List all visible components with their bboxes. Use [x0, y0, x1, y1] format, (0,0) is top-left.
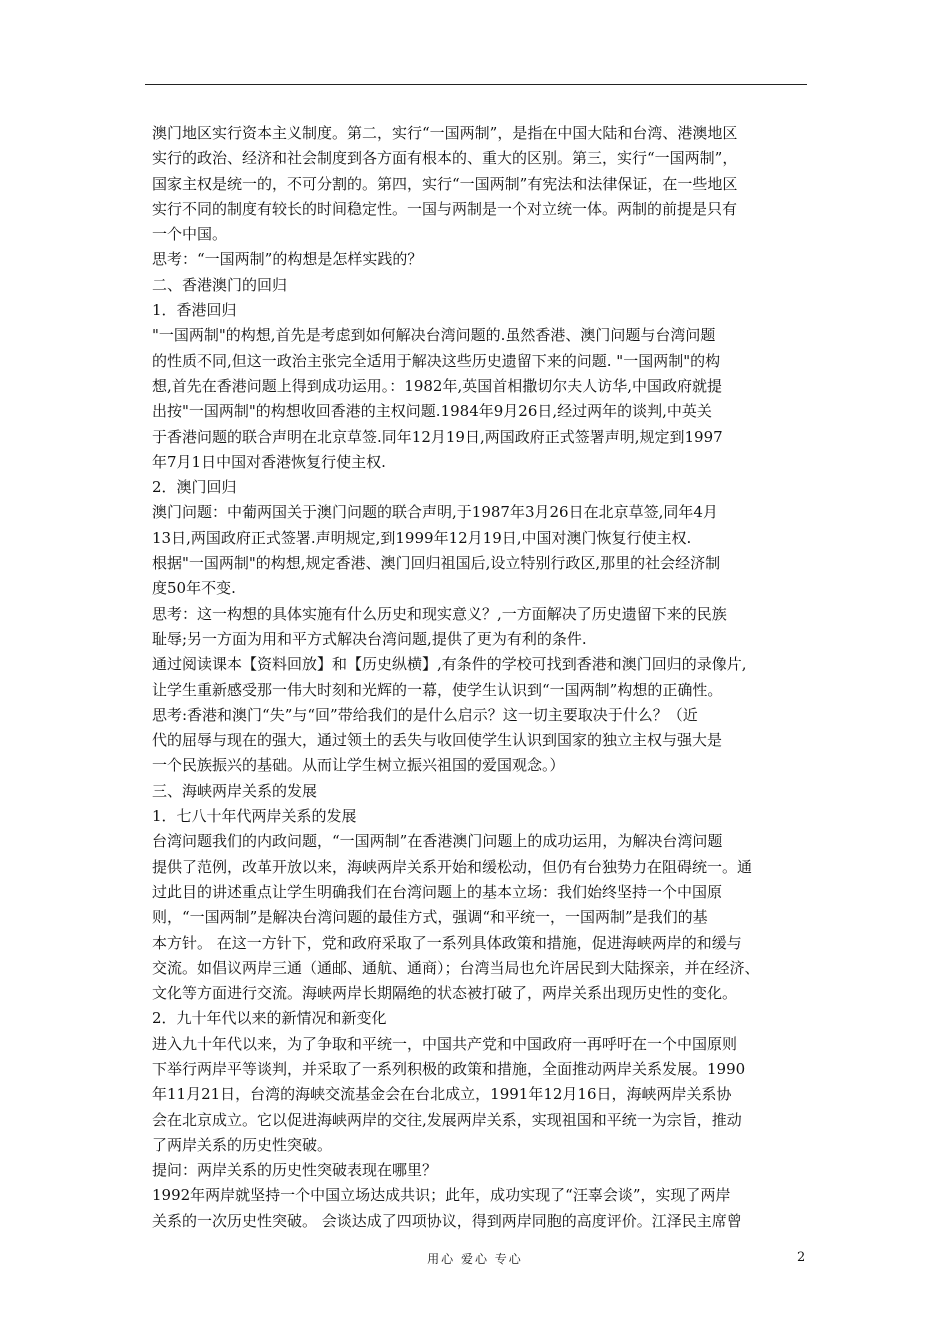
text-line: 让学生重新感受那一伟大时刻和光辉的一幕，使学生认识到“一国两制”构想的正确性。 [152, 680, 723, 699]
text-line: 的性质不同,但这一政治主张完全适用于解决这些历史遗留下来的问题. "一国两制"的构 [152, 351, 721, 370]
text-line: 思考：“一国两制”的构想是怎样实践的？ [152, 250, 423, 269]
text-line: 1．七八十年代两岸关系的发展 [152, 807, 357, 826]
text-line: 下举行两岸平等谈判，并采取了一系列积极的政策和措施，全面推动两岸关系发展。1990 [152, 1059, 746, 1078]
text-line: 二、香港澳门的回归 [152, 275, 288, 294]
text-line: 想,首先在香港问题上得到成功运用。：1982年,英国首相撒切尔夫人访华,中国政府就提 [152, 376, 722, 395]
text-line: 1992年两岸就坚持一个中国立场达成共识；此年，成功实现了“汪辜会谈”，实现了两岸 [152, 1186, 731, 1205]
document-body [152, 121, 807, 1234]
text-line: 通过阅读课本【资料回放】和【历史纵横】,有条件的学校可找到香港和澳门回归的录像片, [152, 655, 747, 674]
text-line: 年11月21日，台湾的海峡交流基金会在台北成立，1991年12月16日，海峡两岸关系协 [152, 1085, 732, 1104]
text-line: 思考:香港和澳门“失”与“回”带给我们的是什么启示？这一切主要取决于什么？（近 [152, 705, 698, 724]
text-line: 交流。如倡议两岸三通（通邮、通航、通商）；台湾当局也允许居民到大陆探亲，并在经济、 [152, 958, 760, 977]
text-line: 过此目的讲述重点让学生明确我们在台湾问题上的基本立场：我们始终坚持一个中国原 [152, 882, 723, 901]
text-line: 台湾问题我们的内政问题，“一国两制”在香港澳门问题上的成功运用，为解决台湾问题 [152, 832, 723, 851]
text-line: 国家主权是统一的，不可分割的。第四，实行“一国两制”有宪法和法律保证，在一些地区 [152, 174, 738, 193]
text-line: 进入九十年代以来，为了争取和平统一，中国共产党和中国政府一再呼吁在一个中国原则 [152, 1034, 738, 1053]
text-line: 1．香港回归 [152, 301, 237, 320]
text-line: 2．九十年代以来的新情况和新变化 [152, 1009, 387, 1028]
text-line: 一个民族振兴的基础。从而让学生树立振兴祖国的爱国观念。） [152, 756, 565, 775]
text-line: 则，“一国两制”是解决台湾问题的最佳方式，强调“和平统一，一国两制”是我们的基 [152, 908, 708, 927]
text-line: 澳门问题：中葡两国关于澳门问题的联合声明,于1987年3月26日在北京草签,同年4月 [152, 503, 718, 522]
text-line: 了两岸关系的历史性突破。 [152, 1135, 333, 1154]
text-line: 提问：两岸关系的历史性突破表现在哪里？ [152, 1161, 438, 1180]
text-line: 关系的一次历史性突破。 会谈达成了四项协议，得到两岸同胞的高度评价。江泽民主席曾 [152, 1211, 742, 1230]
text-line: 澳门地区实行资本主义制度。第二，实行“一国两制”，是指在中国大陆和台湾、港澳地区 [152, 124, 738, 142]
text-line: 于香港问题的联合声明在北京草签.同年12月19日,两国政府正式签署声明,规定到1997 [152, 427, 723, 446]
text-line: 2．澳门回归 [152, 478, 237, 497]
text-line: "一国两制"的构想,首先是考虑到如何解决台湾问题的.虽然香港、澳门问题与台湾问题 [152, 326, 716, 345]
text-line: 年7月1日中国对香港恢复行使主权. [152, 452, 386, 471]
text-line: 文化等方面进行交流。海峡两岸长期隔绝的状态被打破了，两岸关系出现历史性的变化。 [152, 984, 738, 1003]
text-line: 代的屈辱与现在的强大，通过领土的丢失与收回使学生认识到国家的独立主权与强大是 [152, 731, 723, 750]
text-line: 实行的政治、经济和社会制度到各方面有根本的、重大的区别。第三，实行“一国两制”， [152, 149, 738, 168]
text-line: 根据"一国两制"的构想,规定香港、澳门回归祖国后,设立特别行政区,那里的社会经济制 [152, 554, 721, 573]
text-line: 提供了范例，改革开放以来，海峡两岸关系开始和缓松动，但仍有台独势力在阻碍统一。通 [152, 857, 753, 876]
text-line: 13日,两国政府正式签署.声明规定,到1999年12月19日,中国对澳门恢复行使主权. [152, 528, 692, 547]
text-line: 会在北京成立。它以促进海峡两岸的交往,发展两岸关系，实现祖国和平统一为宗旨，推动 [152, 1110, 742, 1129]
text-line: 一个中国。 [152, 225, 228, 244]
header-rule [145, 84, 807, 85]
page-number: 2 [797, 1250, 806, 1265]
footer-motto: 用心 爱心 专心 [427, 1252, 523, 1266]
text-line: 本方针。 在这一方针下，党和政府采取了一系列具体政策和措施，促进海峡两岸的和缓与 [152, 933, 742, 952]
text-line: 思考：这一构想的具体实施有什么历史和现实意义？,一方面解决了历史遗留下来的民族 [152, 604, 727, 623]
page-footer [0, 1250, 950, 1270]
text-line: 三、海峡两岸关系的发展 [152, 781, 318, 800]
text-line: 实行不同的制度有较长的时间稳定性。一国与两制是一个对立统一体。两制的前提是只有 [152, 199, 738, 218]
text-line: 度50年不变. [152, 579, 236, 598]
text-line: 出按"一国两制"的构想收回香港的主权问题.1984年9月26日,经过两年的谈判,中英关 [152, 402, 712, 421]
text-line: 耻辱;另一方面为用和平方式解决台湾问题,提供了更为有利的条件. [152, 629, 587, 648]
